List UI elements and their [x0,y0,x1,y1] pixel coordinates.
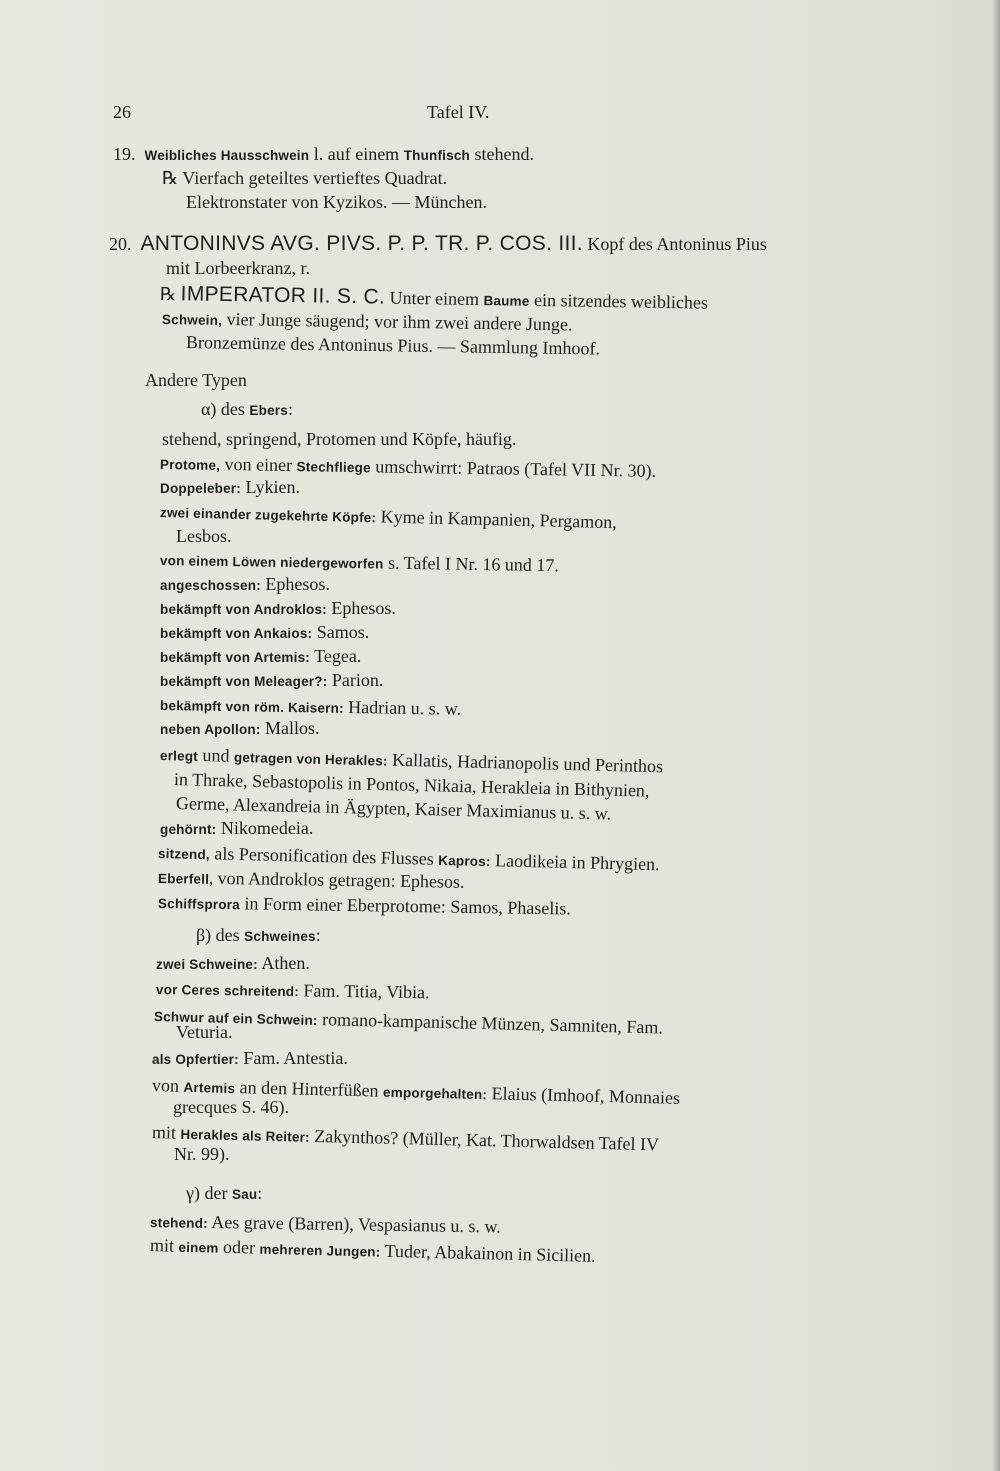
text: romano-kampanische Münzen, Samniten, Fam. [317,1009,664,1038]
spaced-term: Stechfliege [296,459,371,476]
spaced-term: als Opfertier: [152,1052,239,1067]
spaced-term: Schwein, [161,312,223,328]
beta-item-6-cont: Nr. 99). [174,1144,230,1164]
spaced-term: einem [178,1239,219,1256]
subsection-beta [196,924,321,948]
spaced-term: Doppeleber: [160,481,241,496]
text: Aes grave (Barren), Vespasianus u. s. w. [207,1211,501,1237]
coin-legend-obverse: ANTONINVS AVG. PIVS. P. P. TR. P. COS. III. [140,232,583,255]
text: β) des [196,925,245,945]
spaced-term: bekämpft von Meleager?: [160,674,328,689]
text: von [151,1075,184,1096]
spaced-term: Baume [483,293,530,309]
alpha-item-14 [160,817,313,841]
text: Elaius (Imhoof, Monnaies [486,1083,681,1108]
spaced-term: mehreren Jungen: [259,1241,381,1260]
beta-item-1 [156,952,310,976]
spaced-term: gehörnt: [160,822,217,837]
text: Laodikeia in Phrygien. [490,850,660,875]
text: Kallatis, Hadrianopolis und Perinthos [387,749,664,777]
text: oder [218,1236,260,1258]
page-edge-shadow [992,0,1000,1471]
entry-20-line-1 [109,233,767,255]
text: Fam. Antestia. [238,1048,348,1068]
alpha-item-3 [160,476,300,500]
spaced-term: von einem Löwen niedergeworfen [159,553,384,572]
text: ein sitzendes weibliches [529,289,709,313]
spaced-term: Protome, [159,457,221,473]
spaced-term: angeschossen: [160,578,261,593]
spaced-term: Thunfisch [403,148,470,163]
spaced-term: Ebers [249,403,288,418]
text: von einer [219,453,297,476]
text: Hadrian u. s. w. [343,696,462,719]
entry-20-provenance: Bronzemünze des Antoninus Pius. — Sammlung Imhoof. [185,332,601,359]
spaced-term: erlegt [159,748,199,764]
text: γ) der [186,1183,232,1203]
beta-item-5-cont: grecques S. 46). [173,1097,289,1117]
spaced-term: Kapros: [438,852,491,870]
text: umschwirrt: Patraos (Tafel VII Nr. 30). [370,456,657,481]
alpha-item-9 [160,645,361,669]
coin-legend-reverse: IMPERATOR II. S. C. [180,282,386,309]
spaced-term: Schiffsprora [157,896,241,913]
text: Samos. [312,622,370,642]
entry-19-provenance: Elektronstater von Kyzikos. — München. [186,192,487,212]
section-intro: Andere Typen [145,370,247,390]
spaced-term: Schwur auf ein Schwein: [153,1009,318,1028]
text: : [257,1183,263,1203]
text: Nikomedeia. [216,818,314,838]
text: : [287,399,293,419]
beta-item-4 [152,1047,348,1071]
entry-20-number: 20. [109,234,132,254]
text: Fam. Titia, Vibia. [298,980,430,1003]
text: Ephesos. [326,598,396,618]
spaced-term: Herakles als Reiter: [180,1126,310,1145]
alpha-item-16 [158,866,465,895]
alpha-item-13-cont-2: Germe, Alexandreia in Ägypten, Kaiser Maximianus u. s. w. [175,793,612,824]
spaced-term: bekämpft von Artemis: [160,650,310,665]
spaced-term: Eberfell, [157,871,214,887]
text: mit [151,1122,181,1143]
text: an den Hinterfüßen [234,1077,384,1101]
text: von Androklos getragen: Ephesos. [212,867,465,892]
text: Zakynthos? (Müller, Kat. Thorwaldsen Tafel IV [309,1125,660,1155]
text: stehend. [469,144,534,164]
text: l. auf einem [309,144,404,164]
text: Mallos. [260,718,320,738]
alpha-item-4-cont: Lesbos. [176,526,232,546]
text: : [315,925,321,945]
gamma-item-2 [150,1234,596,1269]
reverse-symbol: ℞ [159,284,181,305]
text: Kopf des Antoninus Pius [582,234,767,254]
beta-item-2 [156,977,430,1005]
spaced-term: Artemis [183,1079,236,1097]
spaced-term: sitzend, [157,846,211,863]
text: Ephesos. [260,574,330,594]
text: Athen. [257,953,310,973]
text: Tuder, Abakainon in Sicilien. [380,1240,596,1266]
spaced-term: bekämpft von Ankaios: [160,626,313,641]
spaced-term: zwei Schweine: [156,957,258,972]
spaced-term: zwei einander zugekehrte Köpfe: [159,505,377,526]
text: und [197,744,235,766]
spaced-term: Weibliches Hausschwein [144,148,310,163]
text: Tegea. [309,646,362,666]
page-title: Tafel IV. [427,102,490,122]
text: mit [149,1235,179,1256]
spaced-term: bekämpft von Androklos: [160,602,327,617]
text: vier Junge säugend; vor ihm zwei andere Junge. [221,308,573,335]
alpha-item-12 [160,717,320,741]
text: Unter einem [384,287,484,310]
page-number: 26 [113,102,131,122]
text: in Form einer Eberprotome: Samos, Phaselis. [239,893,571,919]
entry-19-line-1 [113,143,534,167]
entry-19-number: 19. [113,144,136,164]
text: Kyme in Kampanien, Pergamon, [375,506,618,533]
text: s. Tafel I Nr. 16 und 17. [383,552,560,576]
alpha-item-13-cont-1: in Thrake, Sebastopolis in Pontos, Nikaia, Herakleia in Bithynien, [173,769,650,801]
spaced-term: bekämpft von röm. Kaisern: [159,698,344,716]
text: α) des [201,399,250,419]
spaced-term: Schweines [244,929,316,944]
spaced-term: vor Ceres schreitend: [155,982,300,1000]
spaced-term: stehend: [149,1215,208,1231]
beta-item-3-cont: Veturia. [176,1022,233,1042]
alpha-item-6 [160,573,330,597]
alpha-item-8 [160,621,369,645]
alpha-item-10 [160,669,383,693]
entry-20-line-2: mit Lorbeerkranz, r. [166,258,310,278]
subsection-alpha [201,398,293,422]
spaced-term: getragen von Herakles: [233,749,388,769]
alpha-item-1: stehend, springend, Protomen und Köpfe, häufig. [162,429,517,449]
spaced-term: emporgehalten: [382,1084,488,1103]
entry-19-reverse: ℞ Vierfach geteiltes vertieftes Quadrat. [162,168,448,188]
alpha-item-7 [160,597,396,621]
alpha-item-17 [158,891,571,921]
spaced-term: Sau [231,1187,258,1202]
text: als Personification des Flusses [209,843,439,869]
text: Lykien. [240,477,300,497]
text: Parion. [327,670,384,690]
spaced-term: neben Apollon: [160,722,261,737]
subsection-gamma [186,1182,262,1206]
